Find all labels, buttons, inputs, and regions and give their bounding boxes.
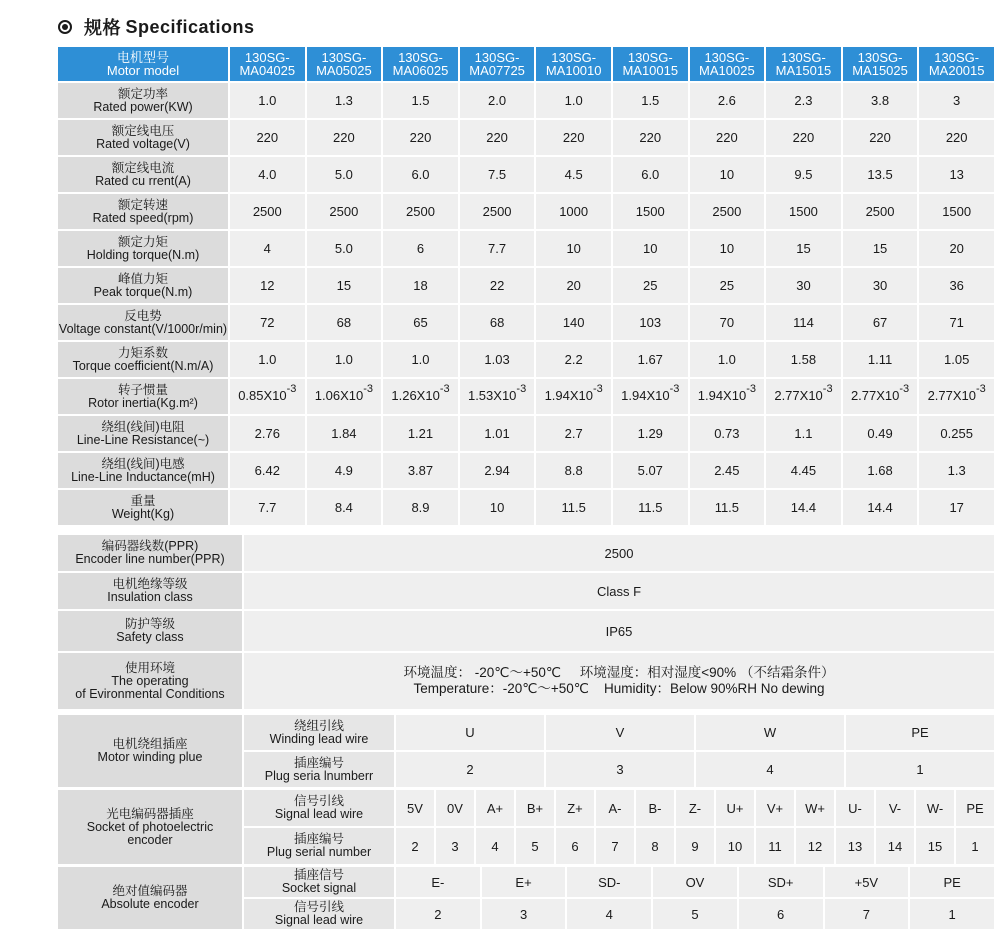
signal-wire: Z+ — [555, 789, 595, 827]
spec-row — [57, 230, 995, 267]
inertia-value: $2.77X10^{-3}$ — [765, 378, 842, 415]
spec-value: 2500 — [842, 193, 919, 230]
model-cell: 130SG- MA15015 — [765, 46, 842, 82]
spec-value: 7.5 — [459, 156, 536, 193]
spec-value: 71 — [918, 304, 995, 341]
spec-value: 1.67 — [612, 341, 689, 378]
signal-lead: 2 — [395, 898, 481, 930]
spec-value: 14.4 — [765, 489, 842, 526]
spec-value: 2500 — [229, 193, 306, 230]
signal-wire: V+ — [755, 789, 795, 827]
row-label: 转子惯量 Rotor inertia(Kg.m²) — [57, 378, 229, 415]
row-label: 额定功率 Rated power(KW) — [57, 82, 229, 119]
winding-wire: V — [545, 714, 695, 751]
spec-value: 4.45 — [765, 452, 842, 489]
plug-number: 1 — [845, 751, 995, 788]
model-cell: 130SG- MA07725 — [459, 46, 536, 82]
spec-value: 18 — [382, 267, 459, 304]
plug-number: 12 — [795, 827, 835, 865]
spec-value: 72 — [229, 304, 306, 341]
exponent: -3 — [286, 383, 297, 395]
exponent: -3 — [976, 383, 986, 395]
plug-number: 15 — [915, 827, 955, 865]
spec-value: 1.11 — [842, 341, 919, 378]
socket-signal: PE — [909, 866, 995, 898]
exponent: -3 — [439, 383, 450, 395]
spec-value: 220 — [842, 119, 919, 156]
spec-value: 220 — [229, 119, 306, 156]
row-label: 额定线电流 Rated cu rrent(A) — [57, 156, 229, 193]
spec-value: 1.68 — [842, 452, 919, 489]
row-label: 力矩系数 Torque coefficient(N.m/A) — [57, 341, 229, 378]
spec-value: 30 — [842, 267, 919, 304]
row-label: 光电编码器插座 Socket of photoelectric encoder — [57, 789, 243, 865]
plug-number: 3 — [435, 827, 475, 865]
spec-row — [57, 193, 995, 230]
signal-wire: V- — [875, 789, 915, 827]
spec-value: 11.5 — [612, 489, 689, 526]
inertia-value: $2.77X10^{-3}$ — [918, 378, 995, 415]
spec-value: 3.87 — [382, 452, 459, 489]
spec-value: 9.5 — [765, 156, 842, 193]
row-label: 使用环境 The operating of Evironmental Conditions — [57, 652, 243, 710]
spec-row — [57, 267, 995, 304]
signal-wire: B+ — [515, 789, 555, 827]
photo-row — [57, 789, 995, 827]
spec-value: 8.8 — [535, 452, 612, 489]
model-cell: 130SG- MA10015 — [612, 46, 689, 82]
spec-value: 6.0 — [612, 156, 689, 193]
spec-value: 220 — [918, 119, 995, 156]
socket-signal: SD+ — [738, 866, 824, 898]
spec-value: 2.2 — [535, 341, 612, 378]
winding-row-1 — [57, 714, 995, 751]
spec-value: 12 — [229, 267, 306, 304]
title-en: Specifications — [125, 16, 255, 37]
plug-number: 2 — [395, 827, 435, 865]
spec-value: 0.49 — [842, 415, 919, 452]
row-label: 重量 Weight(Kg) — [57, 489, 229, 526]
spec-value: 1.01 — [459, 415, 536, 452]
spec-value: 1.58 — [765, 341, 842, 378]
spec-value: 1500 — [612, 193, 689, 230]
signal-wire: B- — [635, 789, 675, 827]
plug-number: 8 — [635, 827, 675, 865]
spec-value: 2.76 — [229, 415, 306, 452]
absolute-encoder-table — [56, 865, 996, 931]
spec-value: 1500 — [918, 193, 995, 230]
row-label: 电机绕组插座 Motor winding plue — [57, 714, 243, 788]
plug-number: 9 — [675, 827, 715, 865]
signal-wire: W+ — [795, 789, 835, 827]
spec-value: 67 — [842, 304, 919, 341]
spec-value: 2.7 — [535, 415, 612, 452]
spec-value: 3 — [918, 82, 995, 119]
spec-value: 1.1 — [765, 415, 842, 452]
plug-number: 3 — [545, 751, 695, 788]
row-label: 额定转速 Rated speed(rpm) — [57, 193, 229, 230]
row-label: 信号引线 Signal lead wire — [243, 898, 395, 930]
spec-row — [57, 119, 995, 156]
socket-signal: +5V — [824, 866, 910, 898]
exponent: -3 — [363, 383, 373, 395]
signal-wire: U- — [835, 789, 875, 827]
spec-value: 8.9 — [382, 489, 459, 526]
spec-value: 1.29 — [612, 415, 689, 452]
signal-lead: 7 — [824, 898, 910, 930]
row-label: 防护等级 Safety class — [57, 610, 243, 652]
model-cell: 130SG- MA10010 — [535, 46, 612, 82]
exponent: -3 — [899, 383, 910, 395]
signal-wire: Z- — [675, 789, 715, 827]
model-cell: 130SG- MA10025 — [689, 46, 766, 82]
spec-value: 220 — [306, 119, 383, 156]
spec-value: 4 — [229, 230, 306, 267]
spec-value: 4.9 — [306, 452, 383, 489]
inertia-value: $1.26X10^{-3}$ — [382, 378, 459, 415]
spec-value: 13 — [918, 156, 995, 193]
spec-value: 15 — [306, 267, 383, 304]
model-cell: 130SG- MA15025 — [842, 46, 919, 82]
spec-value: 5.07 — [612, 452, 689, 489]
winding-plug-table — [56, 713, 996, 789]
plug-number: 2 — [395, 751, 545, 788]
spec-value: 220 — [535, 119, 612, 156]
signal-wire: A+ — [475, 789, 515, 827]
spec-value: 1.0 — [382, 341, 459, 378]
spec-value: 6.0 — [382, 156, 459, 193]
signal-lead: 4 — [566, 898, 652, 930]
spec-value: 10 — [612, 230, 689, 267]
row-label: 反电势 Voltage constant(V/1000r/min) — [57, 304, 229, 341]
absolute-row — [57, 866, 995, 898]
spec-value: 1500 — [765, 193, 842, 230]
sub-label: 插座编号 Plug seria lnumberr — [243, 751, 395, 788]
spec-row — [57, 82, 995, 119]
signal-lead: 6 — [738, 898, 824, 930]
spec-value: 2.0 — [459, 82, 536, 119]
spec-value: 2.45 — [689, 452, 766, 489]
spec-value: 1.03 — [459, 341, 536, 378]
spec-value: 7.7 — [229, 489, 306, 526]
row-label: 额定力矩 Holding torque(N.m) — [57, 230, 229, 267]
photo-encoder-table — [56, 788, 996, 866]
header-label: 电机型号 Motor model — [57, 46, 229, 82]
title-cn: 规格 — [84, 18, 121, 38]
row-label: 编码器线数(PPR) Encoder line number(PPR) — [57, 534, 243, 572]
safety-row — [57, 610, 995, 652]
inertia-value: $1.53X10^{-3}$ — [459, 378, 536, 415]
exponent: -3 — [593, 383, 603, 395]
spec-value: 6.42 — [229, 452, 306, 489]
spec-value: 2500 — [459, 193, 536, 230]
spec-row — [57, 304, 995, 341]
spec-value: 140 — [535, 304, 612, 341]
exponent: -3 — [669, 383, 680, 395]
spec-row — [57, 156, 995, 193]
signal-wire: A- — [595, 789, 635, 827]
spec-value: 13.5 — [842, 156, 919, 193]
spec-value: 25 — [689, 267, 766, 304]
spec-value: 6 — [382, 230, 459, 267]
spec-value: 22 — [459, 267, 536, 304]
spec-value: 11.5 — [689, 489, 766, 526]
spec-value: 1.5 — [612, 82, 689, 119]
spec-value: 2500 — [306, 193, 383, 230]
spec-value: 103 — [612, 304, 689, 341]
plug-number: 10 — [715, 827, 755, 865]
section-title — [58, 12, 255, 42]
spec-value: 2.6 — [689, 82, 766, 119]
header-row — [57, 46, 995, 82]
spec-row — [57, 489, 995, 526]
row-label: 绕组(线间)电感 Line-Line Inductance(mH) — [57, 452, 229, 489]
spec-value: 0.255 — [918, 415, 995, 452]
plug-number: 6 — [555, 827, 595, 865]
spec-value: 1000 — [535, 193, 612, 230]
inertia-value: $2.77X10^{-3}$ — [842, 378, 919, 415]
row-label: 绕组(线间)电阻 Line-Line Resistance(~) — [57, 415, 229, 452]
encoder-lines-row — [57, 534, 995, 572]
spec-value: 20 — [918, 230, 995, 267]
target-bullet-icon — [58, 20, 72, 34]
spec-value: 1.0 — [229, 82, 306, 119]
spec-value: 3.8 — [842, 82, 919, 119]
spec-value: 14.4 — [842, 489, 919, 526]
spec-table — [56, 45, 996, 527]
spec-value: 25 — [612, 267, 689, 304]
spec-value: 30 — [765, 267, 842, 304]
spec-value: 1.5 — [382, 82, 459, 119]
spec-value: 68 — [306, 304, 383, 341]
spec-value: 1.0 — [306, 341, 383, 378]
signal-wire: W- — [915, 789, 955, 827]
insulation-row — [57, 572, 995, 610]
signal-lead: 3 — [481, 898, 567, 930]
spec-value: 10 — [535, 230, 612, 267]
plug-number: 13 — [835, 827, 875, 865]
spec-value: 1.84 — [306, 415, 383, 452]
row-label: 电机绝缘等级 Insulation class — [57, 572, 243, 610]
spec-value: 7.7 — [459, 230, 536, 267]
spec-value: 10 — [689, 230, 766, 267]
environment-value: 环境温度： -20℃～+50℃ 环境湿度：相对湿度<90% （不结霜条件） Temperature：-20℃～+50℃ Humidity：Below 90%RH No dewing — [243, 652, 995, 710]
plug-number: 1 — [955, 827, 995, 865]
row-label: 绝对值编码器 Absolute encoder — [57, 866, 243, 930]
spec-row — [57, 452, 995, 489]
spec-value: 1.05 — [918, 341, 995, 378]
socket-signal: E- — [395, 866, 481, 898]
safety-value: IP65 — [243, 610, 995, 652]
model-cell: 130SG- MA06025 — [382, 46, 459, 82]
spec-value: 1.0 — [535, 82, 612, 119]
winding-wire: W — [695, 714, 845, 751]
spec-row — [57, 341, 995, 378]
spec-value: 220 — [612, 119, 689, 156]
signal-wire: 5V — [395, 789, 435, 827]
plug-number: 11 — [755, 827, 795, 865]
signal-wire: PE — [955, 789, 995, 827]
exponent: -3 — [822, 383, 833, 395]
spec-row — [57, 415, 995, 452]
plug-number: 14 — [875, 827, 915, 865]
row-label: 峰值力矩 Peak torque(N.m) — [57, 267, 229, 304]
inertia-value: $1.94X10^{-3}$ — [535, 378, 612, 415]
plug-number: 4 — [475, 827, 515, 865]
exponent: -3 — [746, 383, 756, 395]
spec-value: 1.3 — [918, 452, 995, 489]
spec-value: 10 — [689, 156, 766, 193]
inertia-value: $0.85X10^{-3}$ — [229, 378, 306, 415]
spec-value: 220 — [689, 119, 766, 156]
spec-value: 4.0 — [229, 156, 306, 193]
inertia-value: $1.94X10^{-3}$ — [689, 378, 766, 415]
inertia-row — [57, 378, 995, 415]
common-spec-table — [56, 533, 996, 711]
plug-number: 4 — [695, 751, 845, 788]
spec-value: 5.0 — [306, 230, 383, 267]
spec-value: 17 — [918, 489, 995, 526]
spec-value: 1.0 — [689, 341, 766, 378]
model-cell: 130SG- MA04025 — [229, 46, 306, 82]
spec-value: 15 — [842, 230, 919, 267]
environment-row — [57, 652, 995, 710]
model-cell: 130SG- MA05025 — [306, 46, 383, 82]
spec-value: 65 — [382, 304, 459, 341]
exponent: -3 — [516, 383, 527, 395]
signal-lead: 1 — [909, 898, 995, 930]
row-label: 插座编号 Plug serial number — [243, 827, 395, 865]
spec-value: 2.3 — [765, 82, 842, 119]
spec-value: 20 — [535, 267, 612, 304]
plug-number: 7 — [595, 827, 635, 865]
spec-value: 11.5 — [535, 489, 612, 526]
winding-wire: PE — [845, 714, 995, 751]
signal-wire: 0V — [435, 789, 475, 827]
spec-value: 0.73 — [689, 415, 766, 452]
row-label: 插座信号 Socket signal — [243, 866, 395, 898]
spec-value: 114 — [765, 304, 842, 341]
encoder-lines-value: 2500 — [243, 534, 995, 572]
spec-value: 2.94 — [459, 452, 536, 489]
spec-value: 2500 — [689, 193, 766, 230]
spec-value: 10 — [459, 489, 536, 526]
signal-lead: 5 — [652, 898, 738, 930]
plug-number: 5 — [515, 827, 555, 865]
spec-value: 2500 — [382, 193, 459, 230]
winding-wire: U — [395, 714, 545, 751]
spec-value: 220 — [382, 119, 459, 156]
sub-label: 绕组引线 Winding lead wire — [243, 714, 395, 751]
model-cell: 130SG- MA20015 — [918, 46, 995, 82]
insulation-value: Class F — [243, 572, 995, 610]
spec-value: 36 — [918, 267, 995, 304]
socket-signal: SD- — [566, 866, 652, 898]
spec-value: 220 — [459, 119, 536, 156]
row-label: 额定线电压 Rated voltage(V) — [57, 119, 229, 156]
row-label: 信号引线 Signal lead wire — [243, 789, 395, 827]
inertia-value: $1.94X10^{-3}$ — [612, 378, 689, 415]
spec-value: 15 — [765, 230, 842, 267]
spec-value: 1.3 — [306, 82, 383, 119]
spec-value: 1.21 — [382, 415, 459, 452]
spec-value: 5.0 — [306, 156, 383, 193]
spec-value: 8.4 — [306, 489, 383, 526]
spec-value: 1.0 — [229, 341, 306, 378]
spec-value: 4.5 — [535, 156, 612, 193]
socket-signal: OV — [652, 866, 738, 898]
inertia-value: $1.06X10^{-3}$ — [306, 378, 383, 415]
spec-value: 70 — [689, 304, 766, 341]
spec-value: 220 — [765, 119, 842, 156]
socket-signal: E+ — [481, 866, 567, 898]
signal-wire: U+ — [715, 789, 755, 827]
spec-value: 68 — [459, 304, 536, 341]
